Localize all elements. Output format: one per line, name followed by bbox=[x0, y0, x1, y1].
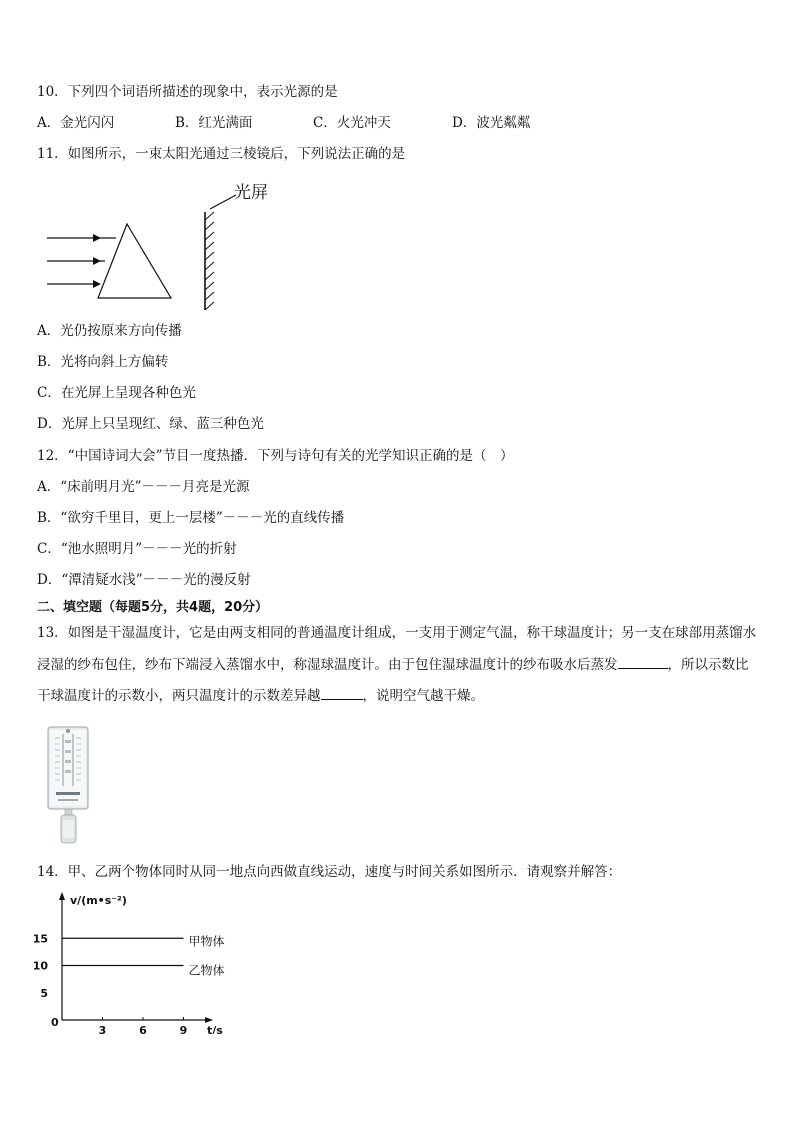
y-axis-label: v/(m•s⁻²) bbox=[70, 894, 127, 907]
screen-hatching bbox=[205, 212, 214, 310]
arrowheads bbox=[93, 234, 101, 288]
q12-option-a: A．“床前明月光”－－－月亮是光源 bbox=[37, 479, 250, 495]
q13-part1: 13．如图是干湿温度计，它是由两支相同的普通温度计组成，一支用于测定气温，称干球温度计；另一支在球部用蒸馏水浸湿的纱布包住，纱布下端浸入蒸馏水中，称湿球温度计。由于包住湿球温度计的纱布吸水后蒸发 bbox=[37, 625, 757, 673]
q10-stem: 10．下列四个词语所描述的现象中，表示光源的是 bbox=[37, 84, 338, 100]
q13-part3: ，说明空气越干燥。 bbox=[362, 688, 484, 704]
screen-label-leader bbox=[210, 195, 236, 209]
q13-text bbox=[37, 618, 759, 713]
q11-option-d: D．光屏上只呈现红、绿、蓝三种色光 bbox=[37, 416, 264, 432]
q10-option-b: B．红光满面 bbox=[175, 115, 253, 131]
section-title: 二、填空题（每题5分，共4题，20分） bbox=[37, 600, 269, 615]
arrow-icon bbox=[93, 234, 101, 242]
answer-blank-1[interactable] bbox=[618, 656, 668, 669]
screen-label: 光屏 bbox=[234, 183, 268, 203]
y-tick-label: 15 bbox=[32, 932, 48, 946]
q13-part2: ，所以示数比干球温度计的示数小，两只温度计的示数差异越 bbox=[37, 656, 749, 704]
origin-label: 0 bbox=[51, 1016, 59, 1029]
x-tick-label: 9 bbox=[179, 1024, 188, 1034]
q12-stem: 12．“中国诗词大会”节目一度热播．下列与诗句有关的光学知识正确的是（ ） bbox=[37, 448, 514, 464]
velocity-time-chart bbox=[30, 889, 250, 1034]
q11-stem: 11．如图所示，一束太阳光通过三棱镜后，下列说法正确的是 bbox=[37, 146, 406, 162]
q10-option-a: A．金光闪闪 bbox=[37, 115, 115, 131]
q11-option-b: B．光将向斜上方偏转 bbox=[37, 354, 169, 370]
q10-option-c: C．火光冲天 bbox=[313, 115, 391, 131]
x-axis-label: t/s bbox=[207, 1024, 223, 1034]
q14-stem: 14．甲、乙两个物体同时从同一地点向西做直线运动，速度与时间关系如图所示．请观察并解答： bbox=[37, 864, 622, 880]
series-label-2: 乙物体 bbox=[188, 963, 225, 978]
q12-option-d: D．“潭清疑水浅”－－－光的漫反射 bbox=[37, 572, 251, 588]
y-tick-label: 10 bbox=[32, 959, 48, 973]
series-label-1: 甲物体 bbox=[188, 934, 225, 949]
triangular-prism bbox=[98, 224, 171, 298]
q12-option-c: C．“池水照明月”－－－光的折射 bbox=[37, 541, 237, 557]
arrow-icon bbox=[93, 280, 101, 288]
q10-option-d: D．波光粼粼 bbox=[452, 115, 531, 131]
y-tick-label: 5 bbox=[40, 986, 48, 1000]
hygrometer-image bbox=[44, 724, 94, 848]
prism-figure bbox=[40, 176, 280, 314]
q11-option-a: A．光仍按原来方向传播 bbox=[37, 323, 182, 339]
x-axis-arrow-icon bbox=[205, 1017, 213, 1023]
answer-blank-2[interactable] bbox=[321, 687, 363, 700]
q12-option-b: B．“欲穷千里目，更上一层楼”－－－光的直线传播 bbox=[37, 510, 345, 526]
x-tick-label: 6 bbox=[139, 1024, 147, 1034]
x-tick-label: 3 bbox=[98, 1024, 107, 1034]
y-axis-arrow-icon bbox=[59, 892, 65, 900]
arrow-icon bbox=[93, 257, 101, 265]
q11-option-c: C．在光屏上呈现各种色光 bbox=[37, 385, 196, 401]
